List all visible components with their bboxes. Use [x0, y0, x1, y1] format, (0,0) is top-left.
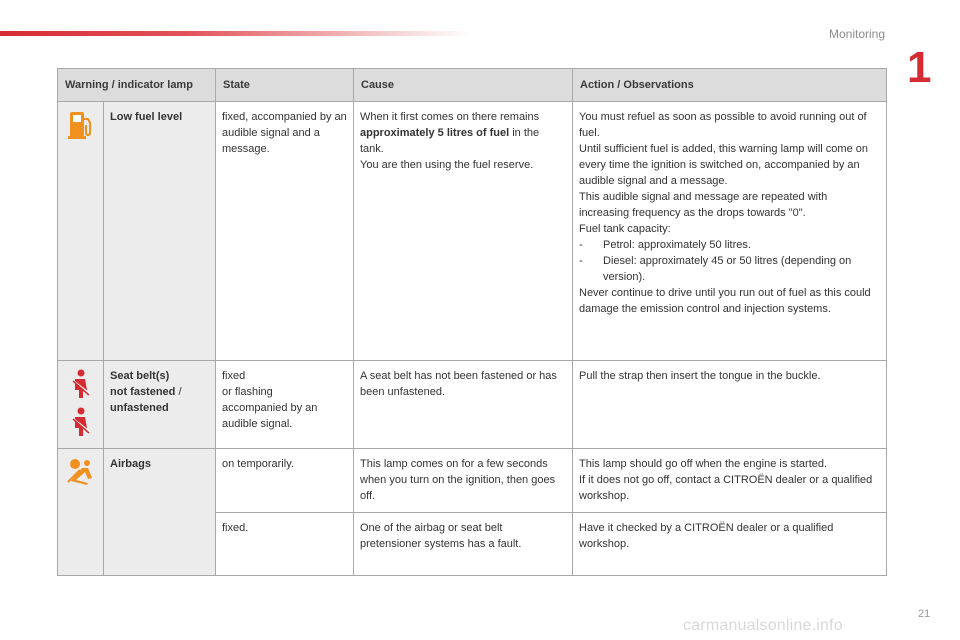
- fuel-pump-icon: [67, 109, 95, 141]
- chapter-number: 1: [907, 43, 932, 92]
- list-item: - Diesel: approximately 45 or 50 litres (depending on version).: [579, 253, 880, 285]
- warning-lamp-table: [57, 68, 887, 576]
- state-line: or flashing: [222, 386, 273, 398]
- lamp-icon-cell: [58, 361, 104, 449]
- column-header-lamp: Warning / indicator lamp: [58, 69, 216, 102]
- lamp-name-line: Seat belt(s): [110, 370, 170, 382]
- lamp-name-separator: /: [175, 386, 182, 398]
- action-cell: Have it checked by a CITROËN dealer or a qualified workshop.: [573, 513, 887, 576]
- cause-highlight: approximately 5 litres of fuel: [360, 127, 510, 139]
- cause-text: When it first comes on there remains: [360, 111, 540, 123]
- column-header-action: Action / Observations: [573, 69, 887, 102]
- section-title: Monitoring: [828, 27, 885, 41]
- cause-text-end: in the tank.: [360, 127, 540, 155]
- header-accent-bar: [0, 31, 470, 36]
- action-line: If it does not go off, contact a CITROËN dealer or a qualified workshop.: [579, 474, 873, 502]
- table-header-row: [58, 69, 887, 102]
- cause-cell: A seat belt has not been fastened or has been unfastened.: [354, 361, 573, 449]
- airbag-icon: [66, 456, 96, 486]
- state-line: accompanied by an audible signal.: [222, 402, 318, 430]
- lamp-name: Airbags: [104, 449, 216, 576]
- action-cell: [573, 449, 887, 513]
- lamp-icon-cell: [58, 449, 104, 576]
- cause-cell: This lamp comes on for a few seconds when you turn on the ignition, then goes off.: [354, 449, 573, 513]
- cause-cell: [354, 102, 573, 361]
- table-row-airbag: [58, 449, 887, 513]
- column-header-cause: Cause: [354, 69, 573, 102]
- table-row-low-fuel: [58, 102, 887, 361]
- cause-line: You are then using the fuel reserve.: [360, 159, 534, 171]
- action-line: Never continue to drive until you run out of fuel as this could damage the emission control and injection systems.: [579, 287, 871, 315]
- state-cell: on temporarily.: [216, 449, 354, 513]
- column-header-state: State: [216, 69, 354, 102]
- list-item-text: Diesel: approximately 45 or 50 litres (depending on version).: [603, 255, 852, 283]
- lamp-name-line: [110, 384, 209, 400]
- lamp-name: [104, 361, 216, 449]
- action-cell: Pull the strap then insert the tongue in the buckle.: [573, 361, 887, 449]
- action-line: This audible signal and message are repeated with increasing frequency as the drops towards "0".: [579, 191, 828, 219]
- lamp-name-part: not fastened: [110, 386, 176, 398]
- lamp-name: Low fuel level: [104, 102, 216, 361]
- lamp-icon-cell: [58, 102, 104, 361]
- action-line: Until sufficient fuel is added, this warning lamp will come on every time the ignition is switched on, accompanied by an audible signal and a message.: [579, 143, 868, 187]
- state-line: fixed: [222, 370, 246, 382]
- action-cell: [573, 102, 887, 361]
- state-cell: fixed, accompanied by an audible signal and a message.: [216, 102, 354, 361]
- action-line: You must refuel as soon as possible to avoid running out of fuel.: [579, 111, 867, 139]
- action-line: Fuel tank capacity:: [579, 223, 671, 235]
- cause-cell: One of the airbag or seat belt pretensioner systems has a fault.: [354, 513, 573, 576]
- lamp-name-line: unfastened: [110, 402, 169, 414]
- page-number: 21: [918, 608, 931, 620]
- list-item-text: Petrol: approximately 50 litres.: [603, 239, 751, 251]
- seat-belt-front-icon: [69, 368, 93, 400]
- watermark: carmanualsonline.info: [683, 617, 843, 634]
- state-cell: [216, 361, 354, 449]
- list-item: - Petrol: approximately 50 litres.: [579, 239, 751, 251]
- state-cell: fixed.: [216, 513, 354, 576]
- seat-belt-rear-icon: [69, 406, 93, 438]
- action-line: This lamp should go off when the engine is started.: [579, 458, 828, 470]
- table-row-seat-belt: [58, 361, 887, 449]
